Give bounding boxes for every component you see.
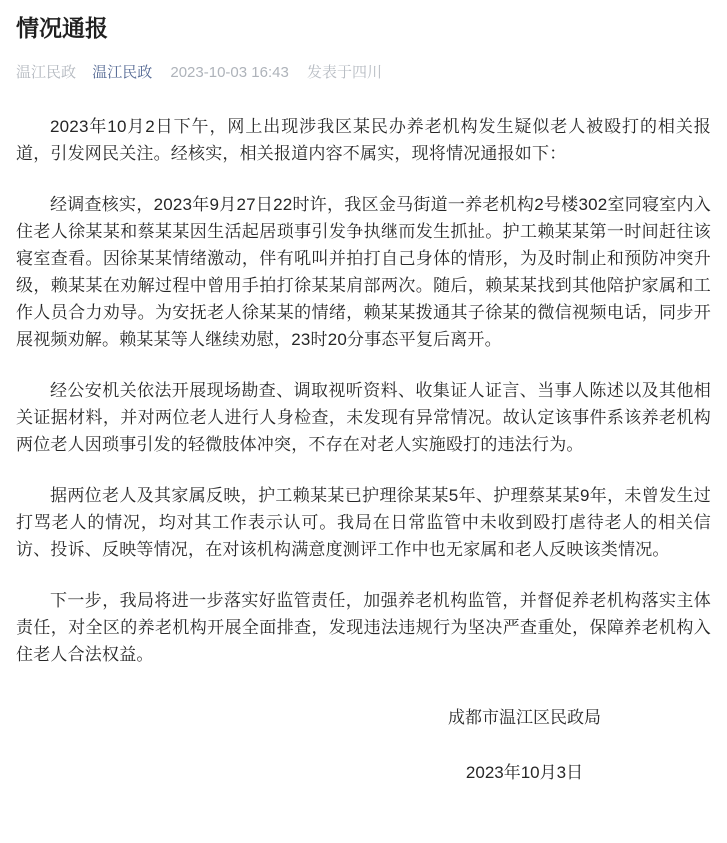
publish-location: 发表于四川	[306, 64, 382, 81]
author-byline: 温江民政	[16, 64, 77, 81]
account-name-link[interactable]: 温江民政	[92, 64, 153, 81]
paragraph-intro: 2023年10月2日下午，网上出现涉我区某民办养老机构发生疑似老人被殴打的相关报道，引发网民关注。经核实，相关报道内容不属实，现将情况通报如下：	[16, 117, 711, 163]
article-body	[16, 113, 711, 668]
page-title: 情况通报	[16, 15, 108, 41]
paragraph-next-steps: 下一步，我局将进一步落实好监管责任，加强养老机构监管，并督促养老机构落实主体责任，对全区的养老机构开展全面排查，发现违法违规行为坚决严查重处，保障养老机构入住老人合法权益。	[16, 591, 711, 664]
paragraph-feedback: 据两位老人及其家属反映，护工赖某某已护理徐某某5年、护理蔡某某9年，未曾发生过打骂老人的情况，均对其工作表示认可。我局在日常监管中未收到殴打虐待老人的相关信访、投诉、反映等情况，在对该机构满意度测评工作中也无家属和老人反映该类情况。	[16, 486, 711, 559]
signature-org: 成都市温江区民政局	[448, 708, 601, 727]
signature-date: 2023年10月3日	[465, 763, 584, 782]
paragraph-investigation: 经调查核实，2023年9月27日22时许，我区金马街道一养老机构2号楼302室同寝室内入住老人徐某某和蔡某某因生活起居琐事引发争执继而发生抓扯。护工赖某某第一时间赶往该寝室查看。因徐某某情绪激动，伴有吼叫并拍打自己身体的情形，为及时制止和预防冲突升级，赖某某在劝解过程中曾用手拍打徐某某肩部两次。随后，赖某某找到其他陪护家属和工作人员合力劝导。为安抚老人徐某某的情绪，赖某某拨通其子徐某的微信视频电话，同步开展视频劝解。赖某某等人继续劝慰，23时20分事态平复后离开。	[16, 195, 711, 349]
signature-block	[448, 704, 601, 786]
paragraph-police-findings: 经公安机关依法开展现场勘查、调取视听资料、收集证人证言、当事人陈述以及其他相关证据材料，并对两位老人进行人身检查，未发现有异常情况。故认定该事件系该养老机构两位老人因琐事引发的轻微肢体冲突，不存在对老人实施殴打的违法行为。	[16, 381, 711, 454]
publish-time: 2023-10-03 16:43	[170, 64, 289, 81]
article-meta	[16, 62, 711, 83]
